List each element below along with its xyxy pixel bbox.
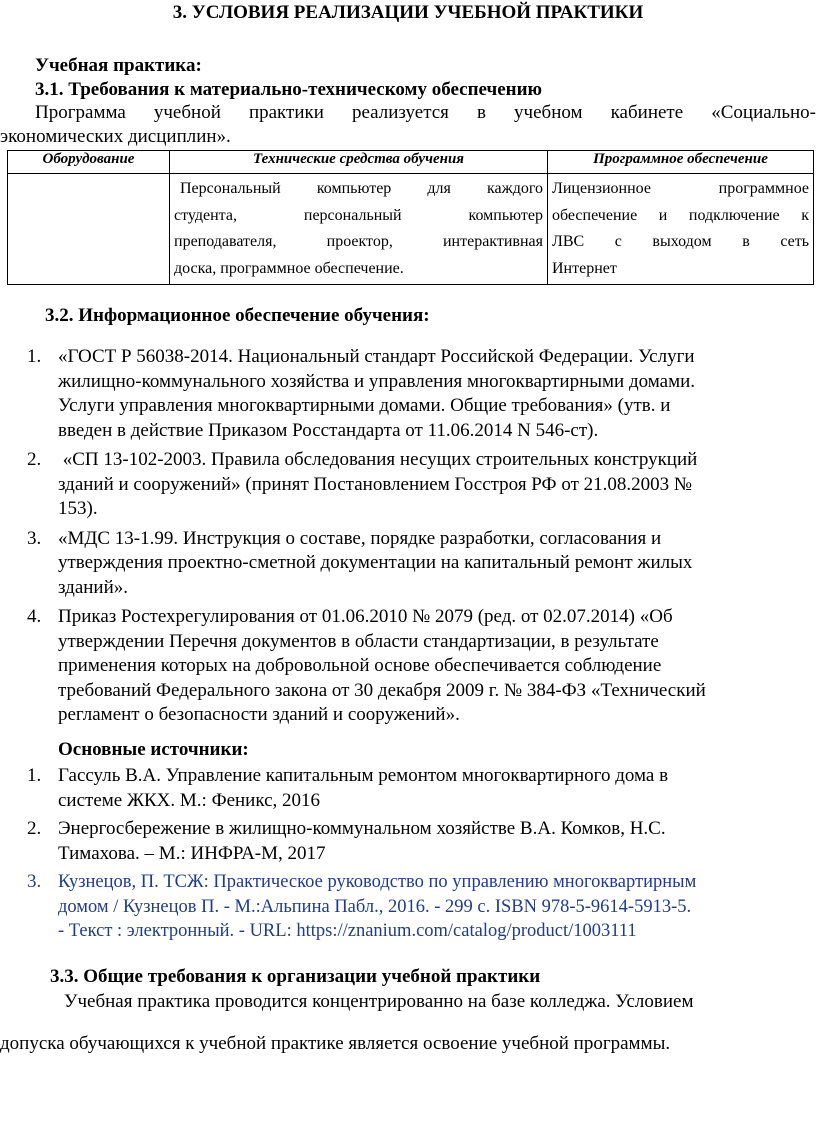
list-number: 1.	[27, 346, 42, 367]
list-line: домом / Кузнецов П. - М.:Альпина Пабл., 2016. - 299 с. ISBN 978-5-9614-5913-5.	[58, 896, 692, 917]
list-line: зданий и сооружений» (принят Постановлением Госстроя РФ от 21.08.2003 №	[58, 473, 692, 495]
tech-line: доска, программное обеспечение.	[174, 259, 404, 277]
software-line: обеспечение и подключение к	[552, 206, 809, 224]
list-line: введен в действие Приказом Росстандарта от 11.06.2014 N 546-ст).	[58, 419, 599, 441]
list-number: 4.	[27, 606, 42, 627]
tech-line: студента, персональный компьютер	[174, 206, 543, 224]
page-title: 3. УСЛОВИЯ РЕАЛИЗАЦИИ УЧЕБНОЙ ПРАКТИКИ	[172, 2, 644, 23]
table-row	[8, 174, 814, 285]
list-item	[27, 870, 816, 944]
cell-technical-means	[170, 174, 548, 285]
list-line: регламент о безопасности зданий и сооружений».	[58, 704, 460, 725]
cell-equipment	[8, 174, 170, 285]
list-line: Услуги управления многоквартирными домами. Общие требования» (утв. и	[58, 395, 671, 416]
list-number: 3.	[27, 871, 42, 892]
sources-heading: Основные источники:	[58, 739, 249, 760]
header-software: Программное обеспечение	[548, 151, 814, 174]
list-line: Гассуль В.А. Управление капитальным ремонтом многоквартирного дома в	[58, 765, 669, 786]
list-item	[27, 605, 807, 728]
section-3-3-line-2: допуска обучающихся к учебной практике является освоение учебной программы.	[0, 1033, 671, 1054]
tech-line: преподавателя, проектор, интерактивная	[174, 233, 543, 250]
list-line: применения которых на добровольной основе обеспечивается соблюдение	[58, 655, 662, 676]
list-line: Приказ Ростехрегулирования от 01.06.2010 № 2079 (ред. от 02.07.2014) «Об	[58, 606, 673, 627]
list-line: «МДС 13-1.99. Инструкция о составе, порядке разработки, согласования и	[58, 527, 662, 549]
equipment-table	[7, 150, 814, 285]
list-line: утверждения проектно-сметной документации на капитальный ремонт жилых	[58, 552, 693, 573]
header-technical-means: Технические средства обучения	[170, 151, 548, 174]
normative-list	[27, 345, 807, 732]
list-line: «СП 13-102-2003. Правила обследования несущих строительных конструкций	[58, 449, 698, 470]
list-line: Кузнецов, П. ТСЖ: Практическое руководство по управлению многоквартирным	[58, 872, 697, 892]
header-equipment: Оборудование	[8, 151, 170, 174]
section-3-1-heading: 3.1. Требования к материально-техническому обеспечению	[35, 79, 543, 100]
practice-label: Учебная практика:	[35, 55, 202, 76]
section-3-2-heading: 3.2. Информационное обеспечение обучения:	[45, 305, 430, 326]
software-line: ЛВС с выходом в сеть	[552, 233, 809, 250]
list-line: «ГОСТ Р 56038-2014. Национальный стандарт Российской Федерации. Услуги	[58, 346, 695, 367]
list-item	[27, 448, 807, 522]
cell-software	[548, 174, 814, 285]
list-number: 3.	[27, 527, 42, 549]
list-line: жилищно-коммунального хозяйства и управления многоквартирными домами.	[58, 370, 696, 392]
section-3-3-heading: 3.3. Общие требования к организации учебной практики	[50, 966, 541, 987]
list-item	[27, 527, 807, 601]
list-line: требований Федерального закона от 30 декабря 2009 г. № 384-ФЗ «Технический	[58, 679, 706, 701]
list-line: Тимахова. – М.: ИНФРА-М, 2017	[58, 842, 326, 864]
list-line: системе ЖКХ. М.: Феникс, 2016	[58, 789, 321, 811]
list-item	[27, 764, 816, 813]
list-item	[27, 345, 807, 443]
intro-line-2: экономических дисциплин».	[0, 126, 231, 147]
list-line: зданий».	[58, 576, 129, 598]
list-item	[27, 817, 816, 866]
list-line: Энергосбережение в жилищно-коммунальном хозяйстве В.А. Комков, Н.С.	[58, 818, 666, 839]
intro-line-1: Программа учебной практики реализуется в учебном кабинете «Социально-	[35, 102, 816, 123]
list-number: 2.	[27, 449, 42, 470]
software-line: Лицензионное программное	[552, 180, 809, 197]
source-url-line[interactable]: - Текст : электронный. - URL: https://znanium.com/catalog/product/1003111	[58, 921, 637, 941]
software-line: Интернет	[552, 259, 617, 277]
list-number: 2.	[27, 818, 42, 839]
list-line: 153).	[58, 498, 98, 519]
section-3-3-line-1: Учебная практика проводится концентрированно на базе колледжа. Условием	[64, 991, 694, 1012]
section-3-1-intro	[0, 101, 816, 149]
list-line: утверждении Перечня документов в области стандартизации, в результате	[58, 630, 659, 652]
tech-line: Персональный компьютер для каждого	[180, 180, 543, 197]
table-header-row	[8, 151, 814, 174]
list-number: 1.	[27, 765, 42, 786]
sources-list	[27, 764, 816, 944]
